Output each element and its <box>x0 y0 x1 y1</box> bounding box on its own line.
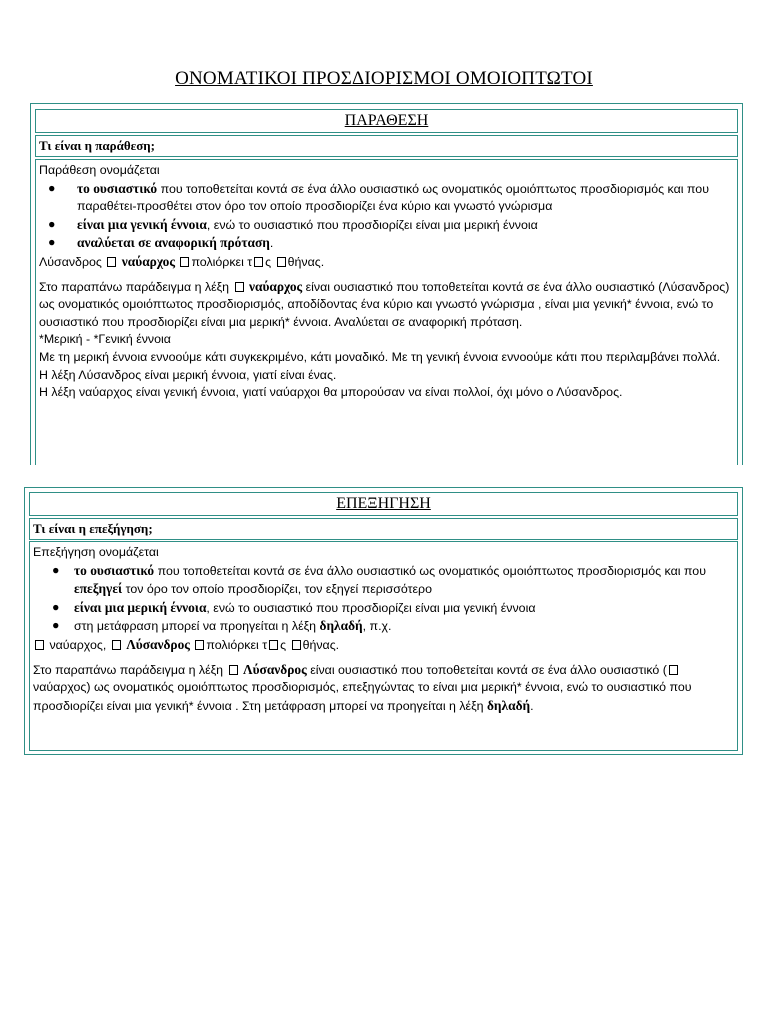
list-item: ● στη μετάφραση μπορεί να προηγείται η λέξη δηλαδή, π.χ. <box>52 618 392 634</box>
document-title: ΟΝΟΜΑΤΙΚΟΙ ΠΡΟΣΔΙΟΡΙΣΜΟΙ ΟΜΟΙΟΠΤΩΤΟΙ <box>175 68 593 89</box>
example-sentence: Λύσανδρος ναύαρχος πολιόρκει τ ς θήνας. <box>39 253 325 269</box>
explanation-paragraph: Στο παραπάνω παράδειγμα η λέξη Λύσανδρος είναι ουσιαστικό που τοποθετείται κοντά σε ένα άλλο ουσιαστικό ( ναύαρχος) ως ονοματικός ομοιόπτωτος προσδιορισμός, επεξηγώντας το είναι μια μερική* έννοια, ενώ το ουσιαστικό που προσδιορίζει είναι μια γενική* έννοια . Στη μετάφραση μπορεί να προηγείται η λέξη δηλαδή. <box>33 661 692 713</box>
missing-glyph-icon <box>254 257 263 267</box>
bullet-icon: ● <box>48 180 56 195</box>
missing-glyph-icon <box>229 665 238 675</box>
text-line: Η λέξη ναύαρχος είναι γενική έννοια, γιατί ναύαρχοι θα μπορούσαν να είναι πολλοί, όχι μόνο ο Λύσανδρος. <box>39 385 623 400</box>
section-question: Τι είναι η επεξήγηση; <box>29 518 738 540</box>
missing-glyph-icon <box>269 640 278 650</box>
section-parathesi <box>30 103 743 465</box>
bullet-icon: ● <box>52 562 60 577</box>
note-line: *Μερική - *Γενική έννοια <box>39 332 171 347</box>
missing-glyph-icon <box>112 640 121 650</box>
missing-glyph-icon <box>195 640 204 650</box>
bullet-icon: ● <box>48 216 56 231</box>
section-heading: ΕΠΕΞΗΓΗΣΗ <box>29 492 738 516</box>
intro-text: Παράθεση ονομάζεται <box>39 163 160 177</box>
example-sentence: ναύαρχος, Λύσανδρος πολιόρκει τ ς θήνας. <box>33 636 734 655</box>
text-line: Η λέξη Λύσανδρος είναι μερική έννοια, γιατί είναι ένας. <box>39 367 337 382</box>
explanation-paragraph: Στο παραπάνω παράδειγμα η λέξη ναύαρχος είναι ουσιαστικό που τοποθετείται κοντά σε ένα άλλο ουσιαστικό (Λύσανδρος) ως ονοματικός ομοιόπτωτος προσδιορισμός, αποδίδοντας ένα κύριο και γνωστό γνώρισμα , είναι μια γενική* έννοια, ενώ το ουσιαστικό που προσδιορίζει είναι μια μερική* έννοια. Αναλύεται σε αναφορική πρόταση. <box>39 278 730 329</box>
section-body <box>35 159 738 465</box>
missing-glyph-icon <box>35 640 44 650</box>
text-line: Με τη μερική έννοια εννοούμε κάτι συγκεκριμένο, κάτι μοναδικό. Με τη γενική έννοια εννοούμε κάτι που περιλαμβάνει πολλά. <box>39 349 721 364</box>
bullet-icon: ● <box>52 618 60 633</box>
section-body <box>29 541 738 751</box>
missing-glyph-icon <box>107 257 116 267</box>
bullet-icon: ● <box>48 235 56 250</box>
missing-glyph-icon <box>277 257 286 267</box>
intro-text: Επεξήγηση ονομάζεται <box>33 545 159 559</box>
list-item: ● αναλύεται σε αναφορική πρόταση. <box>48 235 274 251</box>
missing-glyph-icon <box>669 665 678 675</box>
bullet-icon: ● <box>52 599 60 614</box>
section-epexigisi <box>24 487 743 755</box>
missing-glyph-icon <box>235 282 244 292</box>
missing-glyph-icon <box>180 257 189 267</box>
section-heading: ΠΑΡΑΘΕΣΗ <box>35 109 738 133</box>
list-item: ● είναι μια μερική έννοια, ενώ το ουσιαστικό που προσδιορίζει είναι μια γενική έννοια <box>52 599 536 615</box>
section-question: Τι είναι η παράθεση; <box>35 135 738 157</box>
list-item: ● το ουσιαστικό που τοποθετείται κοντά σε ένα άλλο ουσιαστικό ως ονοματικός ομοιόπτωτος προσδιορισμός και που παραθέτει-προσθέτει στον όρο τον οποίο προσδιορίζει ένα κύριο και γνωστό γνώρισμα <box>48 180 709 214</box>
list-item: ● το ουσιαστικό που τοποθετείται κοντά σε ένα άλλο ουσιαστικό ως ονοματικός ομοιόπτωτος προσδιορισμός και που επεξηγεί τον όρο τον οποίο προσδιορίζει, τον εξηγεί περισσότερο <box>52 562 706 597</box>
missing-glyph-icon <box>292 640 301 650</box>
list-item: ● είναι μια γενική έννοια, ενώ το ουσιαστικό που προσδιορίζει είναι μια μερική έννοια <box>48 216 538 232</box>
